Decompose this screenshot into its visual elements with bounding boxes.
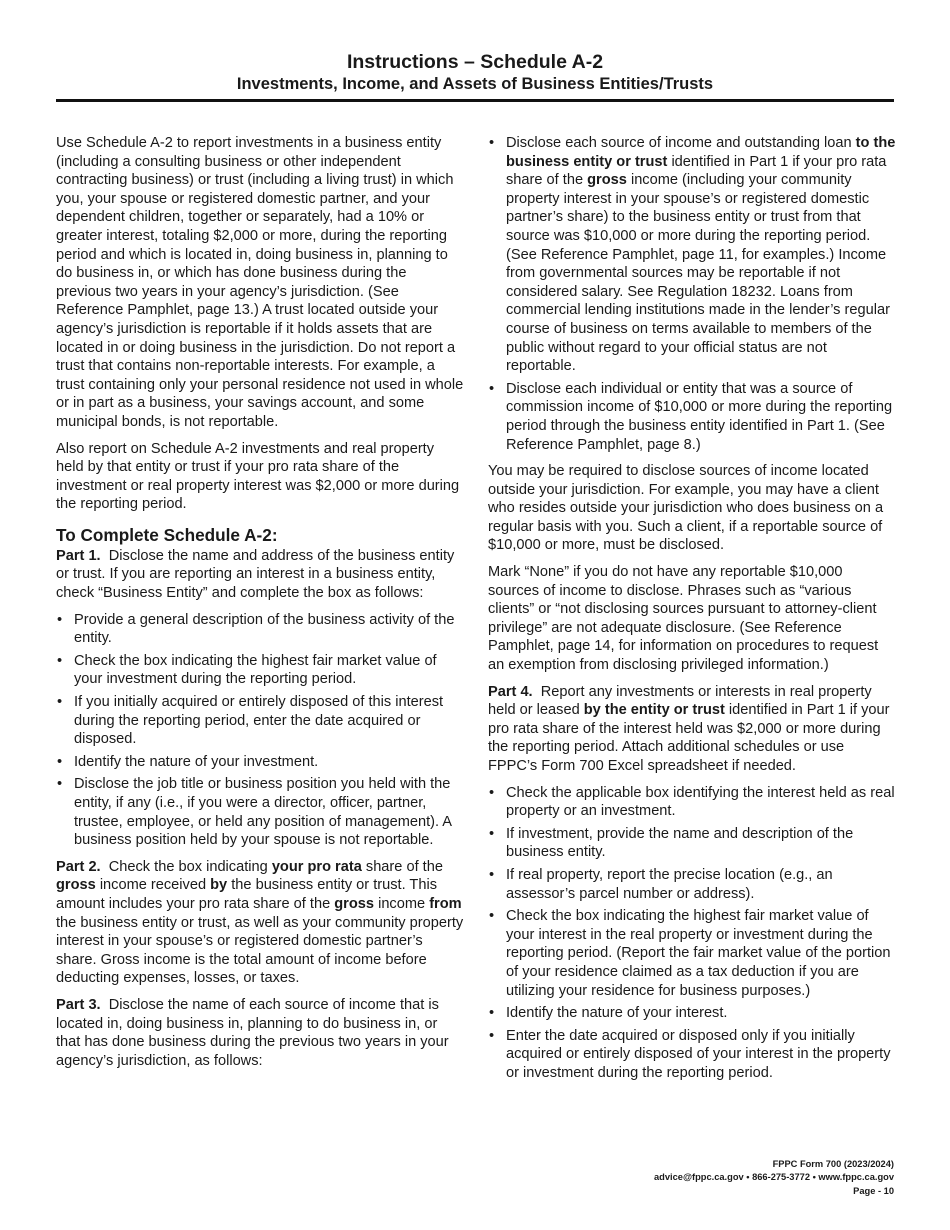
list-item: • Disclose the job title or business position you held with the entity, if any (i.e., if you were a director, officer, partner, trustee, employee, or held any position of management). A business position held by your spouse is not reportable. [56,775,464,849]
bold-run: gross [334,895,375,912]
page-header [56,50,894,95]
text-run: the business entity or trust, as well as your community property interest in your spouse’s or registered domestic partner’s share. Gross income is the total amount of income before deducting expenses, losses, or taxes. [56,914,464,987]
bold-run: your pro rata [271,858,362,875]
right-column [488,134,896,1091]
page-title: Instructions – Schedule A-2 [346,51,604,73]
bold-run: from [429,895,462,912]
part2-paragraph [56,858,464,988]
list-item: • Identify the nature of your investment. [56,753,464,772]
left-column [56,134,464,1078]
list-item: • Check the box indicating the highest fair market value of your investment during the reporting period. [56,652,464,689]
bold-run: by the entity or trust [583,702,725,719]
text-run: identified in Part 1 if your pro rata share of the [506,153,887,189]
list-item: • Disclose each individual or entity that was a source of commission income of $10,000 or more during the reporting period through the business entity identified in Part 1. (See Reference Pamphlet, page 8.) [488,380,896,454]
list-item: • Provide a general description of the business activity of the entity. [56,611,464,648]
page-footer [654,1158,894,1198]
list-item [488,134,896,376]
part3-list [488,134,896,454]
intro-paragraph: Use Schedule A-2 to report investments in a business entity (including a consulting business or other independent contracting business) or trust (including a living trust) in which you, your spouse or registered domestic partner, and your dependent children, together or separately, had a 10% or greater interest, totaling $2,000 or more, during the reporting period and which is located in, doing business in, planning to do business in, or which has done business during the previous two years in your agency’s jurisdiction. (See Reference Pamphlet, page 13.) A trust located outside your agency’s jurisdiction is reportable if it holds assets that are located in or doing business in the jurisdiction. Do not report a trust that contains non-reportable interests. For example, a trust containing only your personal residence not used in whole or in part as a business, your savings account, and some municipal bonds, is not reportable. [56,135,464,430]
part1-list [56,611,464,850]
bold-run: gross [56,877,96,894]
header-rule [56,99,894,102]
part1-text: Disclose the name and address of the business entity or trust. If you are reporting an interest in a business entity, check “Business Entity” and complete the box as follows: [56,547,455,602]
text-run: income [378,895,426,912]
list-item: • If you initially acquired or entirely disposed of this interest during the reporting period, enter the date acquired or disposed. [56,693,464,749]
list-item: • Check the applicable box identifying the interest held as real property or an investment. [488,784,896,821]
text-run: Check the box indicating [108,858,268,875]
text-run: identified in Part 1 if your pro rata share of the interest held was $2,000 or more during the reporting period. Attach additional schedules or use FPPC’s Form 700 Excel spreadsheet if needed. [488,702,890,774]
part2-label: Part 2. [56,858,101,875]
list-item: • Enter the date acquired or disposed only if you initially acquired or entirely disposed of your interest in the property or investment during the reporting period. [488,1027,896,1083]
list-item: • If real property, report the precise location (e.g., an assessor’s parcel number or address). [488,866,896,903]
mark-none-paragraph: Mark “None” if you do not have any reportable $10,000 sources of income to disclose. Phrases such as “various clients” or “not disclosing sources pursuant to attorney-client privilege” are not adequate disclosure. (See Reference Pamphlet, page 14, for information on procedures to request an exemption from disclosing privileged information.) [488,564,879,674]
section-heading: To Complete Schedule A-2: [56,524,278,545]
text-run: income received [99,877,207,894]
list-item: • Identify the nature of your interest. [488,1004,896,1023]
form-id: FPPC Form 700 (2023/2024) [772,1159,894,1169]
part3-paragraph [56,996,464,1070]
page-subtitle: Investments, Income, and Assets of Business Entities/Trusts [236,75,714,93]
list-item: • If investment, provide the name and description of the business entity. [488,825,896,862]
text-run: income (including your community property interest in your spouse’s or registered domestic partner’s share) to the business entity or trust from that source was $10,000 or more during the reporting period. (See Reference Pamphlet, page 11, for examples.) Income from governmental sources may be reportable if not considered salary. See Regulation 18232. Loans from commercial lending institutions made in the lender’s regular course of business on terms available to members of the public without regard to your official status are not reportable. [506,172,890,375]
part1-paragraph [56,547,464,603]
outside-jurisdiction-paragraph: You may be required to disclose sources of income located outside your jurisdiction. For example, you may have a client who resides outside your jurisdiction who does business on a regular basis with you. Such a client, if a reportable source of $10,000 or more, must be disclosed. [488,463,884,554]
part1-label: Part 1. [56,547,101,564]
part4-label: Part 4. [488,683,533,700]
part4-list [488,784,896,1083]
also-report-paragraph: Also report on Schedule A-2 investments and real property held by that entity or trust if your pro rata share of the investment or real property interest was $2,000 or more during the reporting period. [56,440,460,513]
page-number: Page - 10 [853,1185,894,1196]
part3-label: Part 3. [56,996,101,1013]
bold-run: by [210,877,228,894]
text-run: Disclose each source of income and outstanding loan [506,135,852,151]
bold-run: to the business entity or trust [506,135,896,170]
bold-run: gross [587,172,627,189]
text-run: share of the [365,858,443,875]
text-run: Report any investments or interests in real property held or leased [488,683,872,719]
text-run: the business entity or trust. This amount includes your pro rata share of the [56,877,437,912]
part3-text: Disclose the name of each source of income that is located in, doing business in, planning to do business in, or that has done business during the previous two years in your agency’s jurisdiction, as follows: [56,996,449,1069]
list-item: • Check the box indicating the highest fair market value of your interest in the real property or investment during the reporting period. (Report the fair market value of the portion of your residence claimed as a tax deduction if you are utilizing your residence for business purposes.) [488,907,896,1000]
contact-info: advice@fppc.ca.gov • 866-275-3772 • www.fppc.ca.gov [654,1172,894,1183]
part4-paragraph [488,683,896,776]
